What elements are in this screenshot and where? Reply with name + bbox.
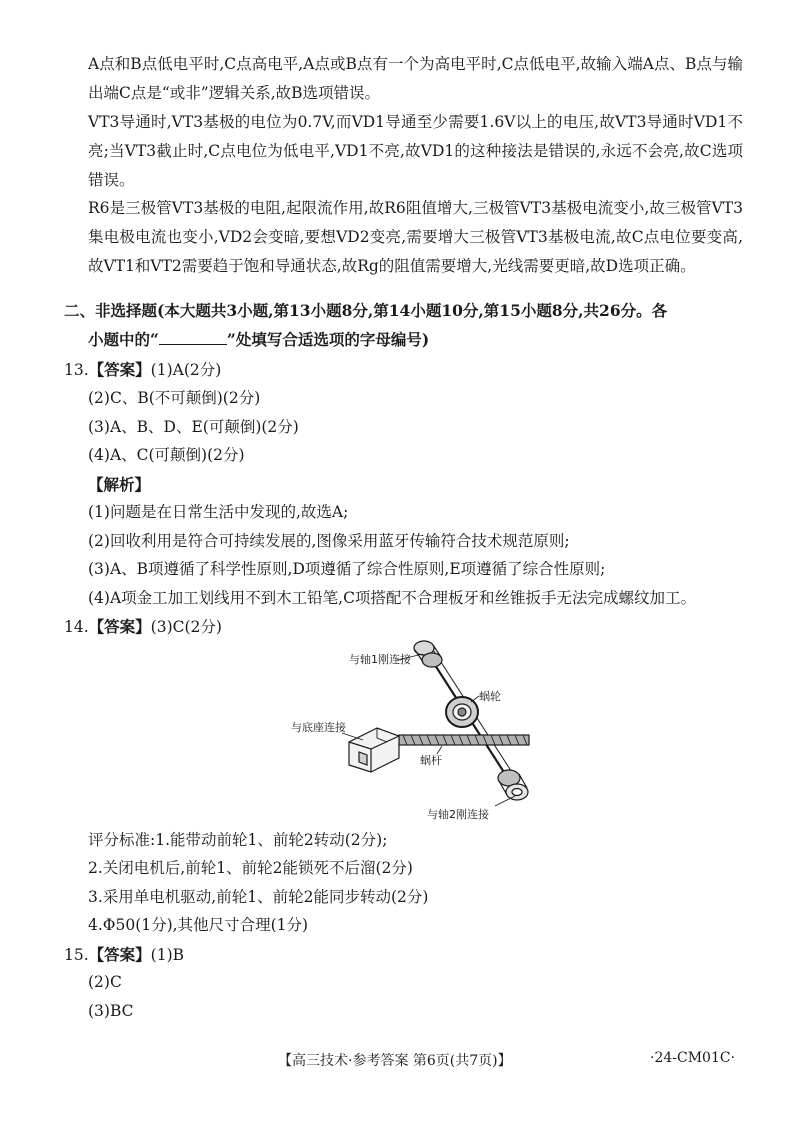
q13-explain-2: (2)回收利用是符合可持续发展的,图像采用蓝牙传输符合技术规范原则;: [88, 532, 570, 550]
label-worm: 蜗杆: [420, 754, 442, 767]
section-heading-line2: [64, 325, 744, 354]
base-bracket: [349, 728, 399, 772]
label-base: 与底座连接: [291, 721, 346, 734]
q14-grading-1: 评分标准:1.能带动前轮1、前轮2转动(2分);: [88, 831, 388, 849]
q14-number: 14.: [64, 618, 89, 636]
label-shaft2: 与轴2刚连接: [427, 808, 489, 821]
q14-answer: (3)C(2分): [150, 618, 222, 636]
q15-answer-3: (3)BC: [88, 1002, 134, 1020]
q13-answer-line: [64, 355, 221, 385]
q13-explain-1: (1)问题是在日常生活中发现的,故选A;: [88, 503, 349, 521]
section-heading-pre: 小题中的“: [88, 330, 159, 349]
q13-analysis-tag: 【解析】: [88, 475, 151, 494]
q13-answer-tag: 【答案】: [88, 360, 151, 379]
q13-explain-4: (4)A项金工加工划线用不到木工铅笔,C项搭配不合理板牙和丝锥扳手无法完成螺纹加工。: [88, 589, 696, 607]
label-shaft1: 与轴1刚连接: [349, 653, 411, 666]
leader-worm-wheel: [471, 696, 479, 702]
q13-answer-4: (4)A、C(可颠倒)(2分): [88, 446, 245, 464]
q13-answer-3: (3)A、B、D、E(可颠倒)(2分): [88, 418, 299, 436]
q14-answer-line: [64, 612, 222, 642]
explanation-paragraph-b: A点和B点低电平时,C点高电平,A点或B点有一个为高电平时,C点低电平,故输入端A点、B点与输出端C点是“或非”逻辑关系,故B选项错误。: [88, 55, 743, 102]
explanation-paragraph-d: R6是三极管VT3基极的电阻,起限流作用,故R6阻值增大,三极管VT3基极电流变小,故三极管VT3集电极电流也变小,VD2会变暗,要想VD2变亮,需要增大三极管VT3基极电流,故C点电位要变高,故VT1和VT2需要趋于饱和导通状态,故Rg的阻值需要增大,光线需要更暗,故D选项正确。: [88, 199, 743, 275]
q15-number: 15.: [64, 946, 89, 964]
q15-answer-1: (1)B: [150, 946, 185, 964]
q13-explain-3: (3)A、B项遵循了科学性原则,D项遵循了综合性原则,E项遵循了综合性原则;: [88, 560, 606, 578]
q13-answer-1: (1)A(2分): [150, 361, 222, 379]
q13-number: 13.: [64, 361, 89, 379]
section-heading-line1: 二、非选择题(本大题共3小题,第13小题8分,第14小题10分,第15小题8分,共26分。各: [64, 301, 668, 320]
explanation-paragraph-c: VT3导通时,VT3基极的电位为0.7V,而VD1导通至少需要1.6V以上的电压,故VT3导通时VD1不亮;当VT3截止时,C点电位为低电平,VD1不亮,故VD1的这种接法是错误的,永远不会亮,故C选项错误。: [88, 113, 743, 189]
q15-answer-2: (2)C: [88, 973, 122, 991]
q15-answer-tag: 【答案】: [88, 945, 151, 964]
q14-grading-3: 3.采用单电机驱动,前轮1、前轮2能同步转动(2分): [88, 888, 429, 906]
q14-answer-tag: 【答案】: [88, 617, 151, 636]
footer-page-info: 【高三技术·参考答案 第6页(共7页)】: [278, 1053, 512, 1069]
q15-answer-line: [64, 940, 184, 970]
section-heading-post: ”处填写合适选项的字母编号): [226, 330, 430, 349]
upper-coupling: [414, 641, 442, 667]
worm-screw: [399, 735, 529, 745]
fill-blank: [159, 344, 227, 345]
lower-coupling: [498, 770, 528, 800]
label-worm-wheel: 蜗轮: [479, 690, 501, 703]
leader-shaft2: [495, 796, 515, 806]
q14-grading-2: 2.关闭电机后,前轮1、前轮2能锁死不后溜(2分): [88, 859, 413, 877]
worm-gear-diagram: [287, 630, 537, 825]
footer-code: ·24-CM01C·: [650, 1050, 736, 1066]
q14-grading-4: 4.Φ50(1分),其他尺寸合理(1分): [88, 916, 309, 934]
q13-answer-2: (2)C、B(不可颠倒)(2分): [88, 389, 261, 407]
worm-wheel-gear: [446, 697, 478, 727]
leader-worm: [437, 746, 442, 754]
section-heading: [64, 296, 744, 354]
